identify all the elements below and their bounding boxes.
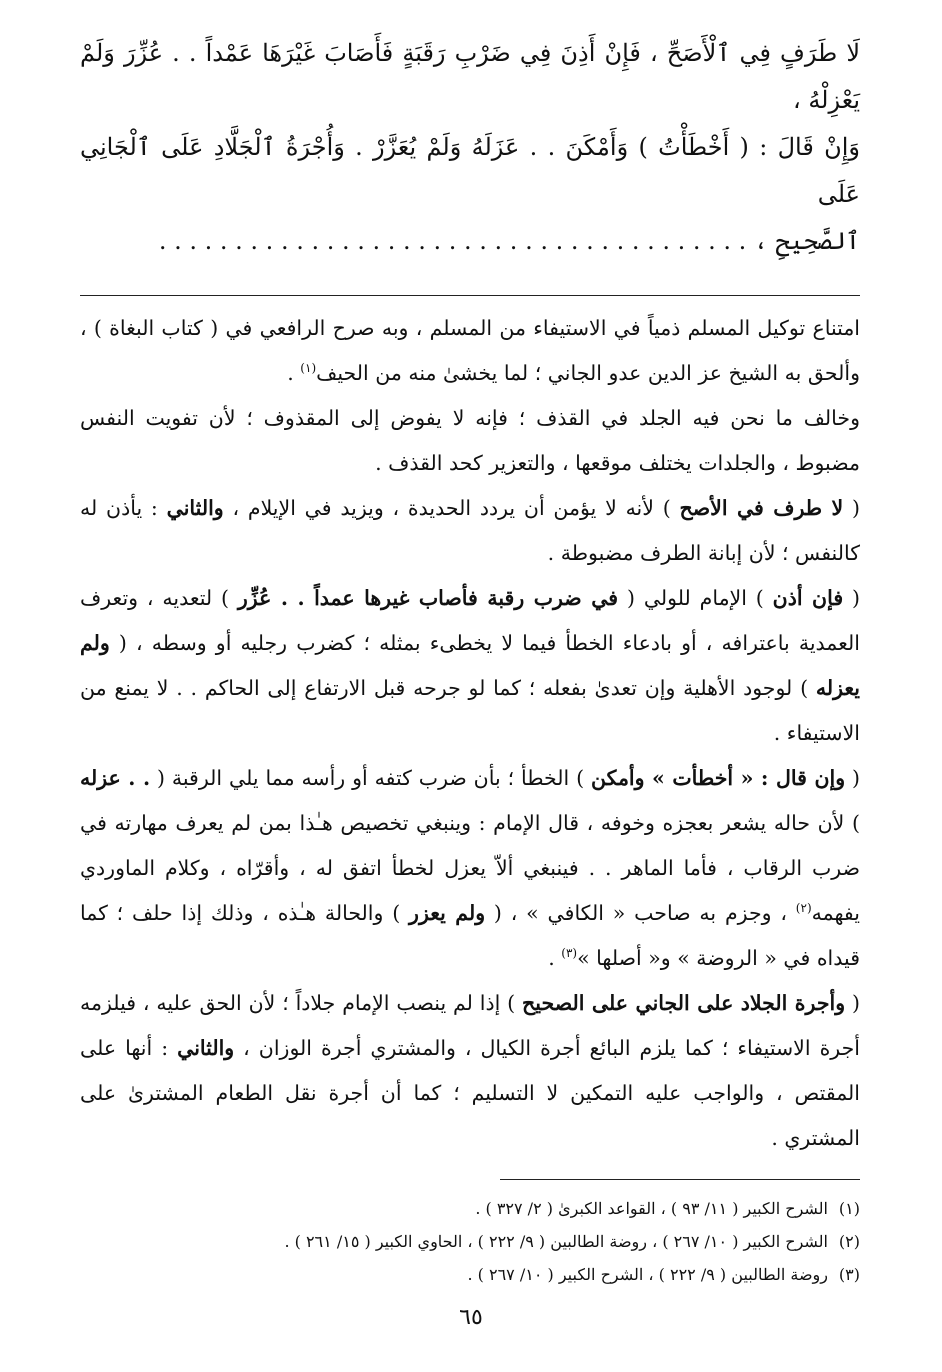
commentary-text: امتناع توكيل المسلم ذمياً في الاستيفاء من المسلم ، وبه صرح الرافعي في ( كتاب البغاة ) ، وألحق به الشيخ عز الدين عدو الجاني ؛ لما يخشىٰ منه من الحيف: [80, 316, 860, 385]
commentary-text: ) لتعديه ، وتعرف العمدية باعترافه ، أو بادعاء الخطأ فيما لا يخطىء بمثله ؛ كضرب رجليه أو وسطه ، (: [80, 586, 860, 655]
footnote: [80, 1225, 860, 1258]
commentary-text: (: [845, 766, 860, 790]
commentary-text: ) إذا لم ينصب الإمام جلاداً ؛ لأن الحق عليه ، فيلزمه أجرة الاستيفاء ؛ كما يلزم البائع أجرة الكيال ، والمشتري أجرة الوزان ،: [80, 991, 860, 1060]
footnote-ref: (١): [300, 361, 317, 376]
commentary-text: ) لأنه لا يؤمن أن يردد الحديدة ، ويزيد في الإيلام ،: [223, 496, 680, 520]
section-divider: [80, 295, 860, 296]
commentary-paragraph: [80, 486, 860, 576]
quoted-matn: ولم يعزله: [80, 631, 860, 700]
footnote: [80, 1258, 860, 1291]
footnote-number: (٢): [838, 1232, 860, 1251]
footnote-ref: (٢): [795, 901, 812, 916]
page-number: ٦٥: [459, 1305, 483, 1330]
quoted-matn: وأجرة الجلاد على الجاني على الصحيح: [522, 991, 846, 1015]
commentary-text: (: [843, 496, 860, 520]
commentary-text: .: [287, 361, 301, 385]
quoted-matn: لا طرف في الأصح: [679, 496, 844, 520]
main-text-line: لَا طَرَفٍ فِي ٱلْأَصَحِّ ، فَإِنْ أَذِنَ فِي ضَرْبِ رَقَبَةٍ فَأَصَابَ غَيْرَهَا عَمْداً . . عُزِّرَ وَلَمْ يَعْزِلْهُ ،: [80, 39, 860, 114]
commentary-text: ) لوجود الأهلية وإن تعدىٰ بفعله ؛ كما لو جرحه قبل الارتفاع إلى الحاكم . . لا يمنع من الاستيفاء .: [80, 676, 860, 745]
commentary: [80, 306, 860, 1161]
footnote-number: (٣): [838, 1265, 860, 1284]
commentary-paragraph: وخالف ما نحن فيه الجلد في القذف ؛ فإنه لا يفوض إلى المقذوف ؛ لأن تفويت النفس مضبوط ، والجلدات يختلف موقعها ، والتعزير كحد القذف .: [80, 406, 860, 475]
footnote-ref: (٣): [561, 946, 578, 961]
main-text-line: ٱلصَّحِيحِ ، . . . . . . . . . . . . . . . . . . . . . . . . . . . . . . . . . . . . . . .: [158, 227, 860, 255]
commentary-text: ، وجزم به صاحب « الكافي » ، (: [485, 901, 796, 925]
commentary-text: : أنها على المقتص ، والواجب عليه التمكين لا التسليم ؛ كما أن أجرة نقل الطعام المشترىٰ على المشتري .: [80, 1036, 860, 1150]
main-text-line: وَإِنْ قَالَ : ( أَخْطَأْتُ ) وَأَمْكَنَ . . عَزَلَهُ وَلَمْ يُعَزَّرْ . وَأُجْرَةُ ٱلْجَلَّادِ عَلَى ٱلْجَانِي عَلَى: [80, 133, 860, 208]
quoted-matn: والثاني: [177, 1036, 235, 1060]
commentary-text: (: [843, 586, 861, 610]
main-text: [80, 30, 860, 265]
quoted-matn: في ضرب رقبة فأصاب غيرها عمداً . . عُزِّر: [237, 586, 619, 610]
quoted-matn: فإن أذن: [772, 586, 844, 610]
quoted-matn: والثاني: [166, 496, 224, 520]
footnote-number: (١): [838, 1199, 860, 1218]
quoted-matn: وإن قال : « أخطأت » وأمكن: [591, 766, 846, 790]
commentary-paragraph: [80, 576, 860, 756]
commentary-text: ) الإمام للولي (: [618, 586, 773, 610]
commentary-paragraph: [80, 306, 860, 396]
page-content: [80, 30, 860, 1291]
footnotes: [80, 1192, 860, 1291]
commentary-paragraph: [80, 981, 860, 1161]
commentary-text: (: [845, 991, 861, 1015]
footnote: [80, 1192, 860, 1225]
commentary-text: : يأذن له كالنفس ؛ لأن إبانة الطرف مضبوطة .: [80, 496, 860, 565]
commentary-text: ) لأن حاله يشعر بعجزه وخوفه ، قال الإمام : وينبغي تخصيص هـٰذا بمن لم يعرف مهارته في ضرب الرقاب ، فأما الماهر . . فينبغي ألاّ يعزل لخطأ اتفق له ، وأقرّاه ، وكلام الماوردي يفهمه: [80, 811, 860, 925]
quoted-matn: . . عزله: [80, 766, 151, 790]
quoted-matn: ولم يعزر: [409, 901, 486, 925]
commentary-text: ) والحالة هـٰذه ، وذلك إذا حلف ؛ كما قيداه في « الروضة » و« أصلها »: [80, 901, 860, 970]
commentary-text: .: [548, 946, 562, 970]
footnote-text: الشرح الكبير ( ١١/ ٩٣ ) ، القواعد الكبرىٰ ( ٢/ ٣٢٧ ) .: [475, 1199, 828, 1218]
footnote-text: الشرح الكبير ( ١٠/ ٢٦٧ ) ، روضة الطالبين ( ٩/ ٢٢٢ ) ، الحاوي الكبير ( ١٥/ ٢٦١ ) .: [284, 1232, 828, 1251]
footnote-text: روضة الطالبين ( ٩/ ٢٢٢ ) ، الشرح الكبير ( ١٠/ ٢٦٧ ) .: [467, 1265, 828, 1284]
footnote-divider: [500, 1179, 860, 1180]
commentary-paragraph: [80, 756, 860, 981]
commentary-text: ) الخطأ ؛ بأن ضرب كتفه أو رأسه مما يلي الرقبة (: [150, 766, 592, 790]
